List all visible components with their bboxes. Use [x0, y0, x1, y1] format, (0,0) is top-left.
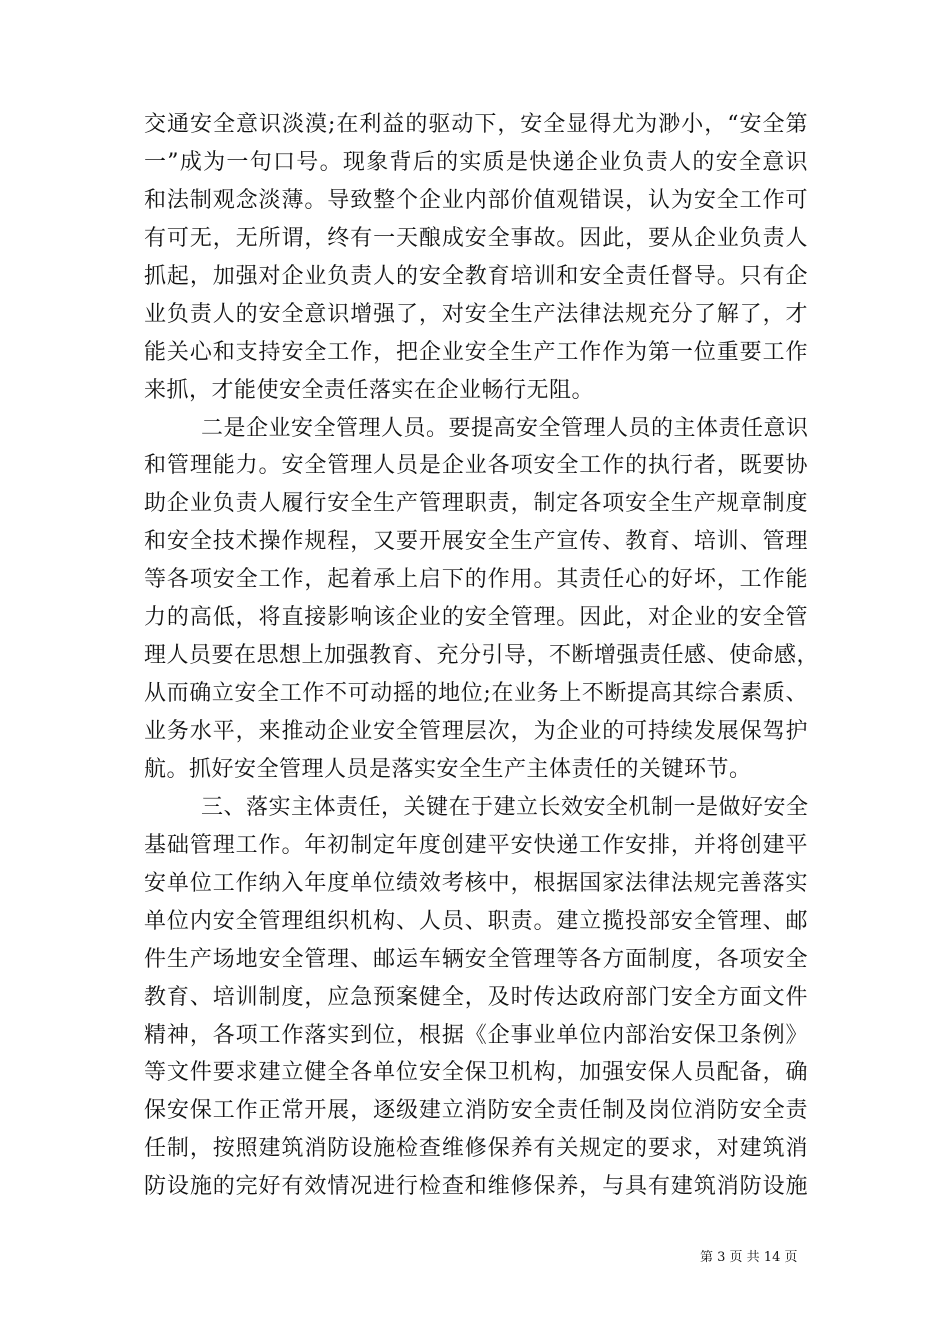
text-line: 精神，各项工作落实到位，根据《企事业单位内部治安保卫条例》: [144, 1022, 808, 1048]
text-line: 一”成为一句口号。现象背后的实质是快递企业负责人的安全意识: [144, 149, 808, 175]
text-line: 和安全技术操作规程，又要开展安全生产宣传、教育、培训、管理: [144, 529, 808, 555]
text-line: 安单位工作纳入年度单位绩效考核中，根据国家法律法规完善落实: [144, 870, 808, 896]
text-line: 力的高低，将直接影响该企业的安全管理。因此，对企业的安全管: [144, 605, 808, 631]
text-line: 和管理能力。安全管理人员是企业各项安全工作的执行者，既要协: [144, 453, 808, 479]
text-line: 和法制观念淡薄。导致整个企业内部价值观错误，认为安全工作可: [144, 187, 808, 213]
text-line: 业务水平，来推动企业安全管理层次，为企业的可持续发展保驾护: [144, 719, 808, 744]
text-line: 单位内安全管理组织机构、人员、职责。建立揽投部安全管理、邮: [144, 908, 808, 934]
text-line: 交通安全意识淡漠;在利益的驱动下，安全显得尤为渺小，“安全第: [144, 112, 808, 137]
text-line: 三、落实主体责任，关键在于建立长效安全机制一是做好安全: [201, 794, 809, 820]
text-line: 助企业负责人履行安全生产管理职责，制定各项安全生产规章制度: [144, 491, 808, 517]
text-line: 能关心和支持安全工作，把企业安全生产工作作为第一位重要工作: [144, 339, 808, 365]
text-line: 从而确立安全工作不可动摇的地位;在业务上不断提高其综合素质、: [144, 681, 808, 707]
text-line: 教育、培训制度，应急预案健全，及时传达政府部门安全方面文件: [144, 984, 808, 1010]
text-line: 件生产场地安全管理、邮运车辆安全管理等各方面制度，各项安全: [144, 946, 808, 972]
text-line: 二是企业安全管理人员。要提高安全管理人员的主体责任意识: [201, 415, 809, 441]
text-line: 保安保工作正常开展，逐级建立消防安全责任制及岗位消防安全责: [144, 1098, 808, 1124]
text-line: 航。抓好安全管理人员是落实安全生产主体责任的关键环节。: [144, 756, 752, 782]
text-line: 有可无，无所谓，终有一天酿成安全事故。因此，要从企业负责人: [144, 225, 808, 251]
text-line: 理人员要在思想上加强教育、充分引导，不断增强责任感、使命感，: [144, 643, 820, 669]
text-line: 抓起，加强对企业负责人的安全教育培训和安全责任督导。只有企: [144, 263, 808, 289]
text-line: 任制，按照建筑消防设施检查维修保养有关规定的要求，对建筑消: [144, 1136, 808, 1162]
text-line: 业负责人的安全意识增强了，对安全生产法律法规充分了解了，才: [144, 301, 808, 327]
document-body: [144, 106, 820, 1206]
text-line: 防设施的完好有效情况进行检查和维修保养，与具有建筑消防设施: [144, 1174, 808, 1200]
text-line: 来抓，才能使安全责任落实在企业畅行无阻。: [144, 377, 595, 403]
text-line: 等各项安全工作，起着承上启下的作用。其责任心的好坏，工作能: [144, 567, 808, 593]
text-line: 等文件要求建立健全各单位安全保卫机构，加强安保人员配备，确: [144, 1060, 808, 1086]
page-number-footer: 第 3 页 共 14 页: [700, 1250, 798, 1265]
text-line: 基础管理工作。年初制定年度创建平安快递工作安排，并将创建平: [144, 832, 808, 858]
